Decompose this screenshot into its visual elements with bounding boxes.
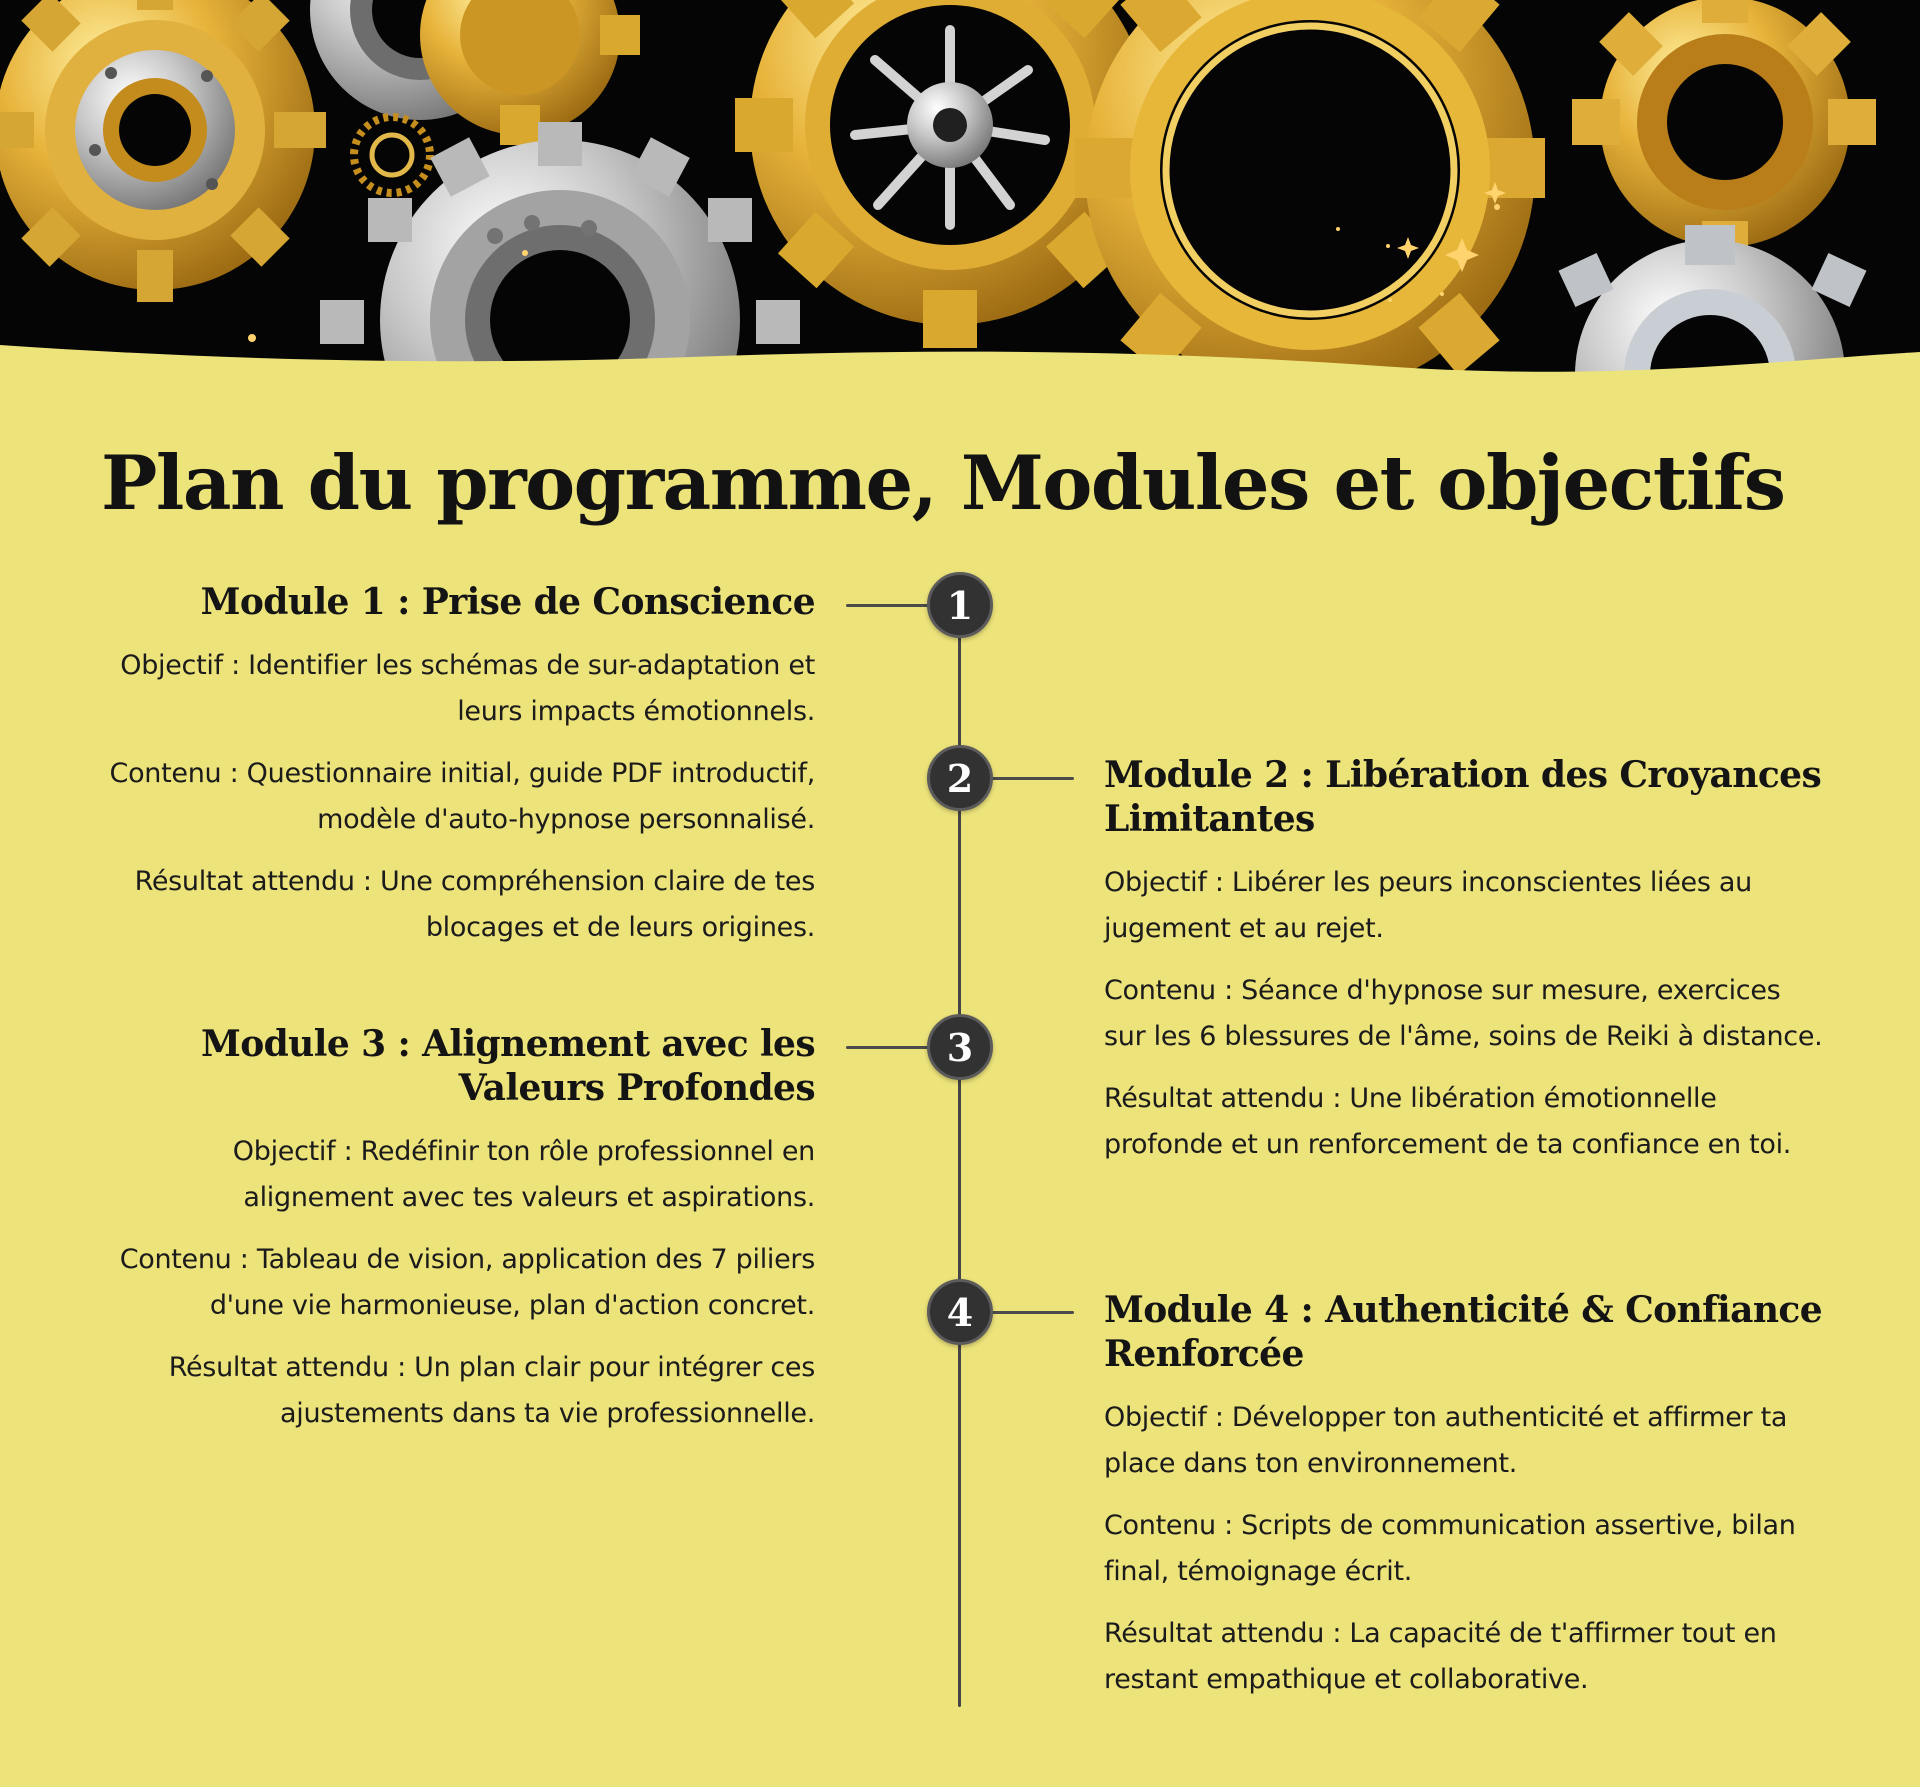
- connector-1: [846, 604, 930, 607]
- connector-4: [990, 1311, 1074, 1314]
- module-2-title: Module 2 : Libération des Croyances Limitantes: [1104, 754, 1822, 840]
- module-4-resultat: Résultat attendu : La capacité de t'affirmer tout en restant empathique et collaborative.: [1104, 1618, 1777, 1695]
- module-1-objectif: Objectif : Identifier les schémas de sur-adaptation et leurs impacts émotionnels.: [120, 650, 815, 727]
- connector-3: [846, 1046, 930, 1049]
- module-4-contenu: Contenu : Scripts de communication assertive, bilan final, témoignage écrit.: [1104, 1510, 1796, 1587]
- module-4-title: Module 4 : Authenticité & Confiance Renforcée: [1104, 1289, 1823, 1375]
- module-2-objectif: Objectif : Libérer les peurs inconscientes liées au jugement et au rejet.: [1104, 867, 1752, 944]
- module-3-objectif: Objectif : Redéfinir ton rôle professionnel en alignement avec tes valeurs et aspirations.: [232, 1136, 815, 1213]
- module-4-card: [1104, 1288, 1824, 1719]
- module-3-title: Module 3 : Alignement avec les Valeurs Profondes: [200, 1023, 815, 1109]
- page-title: Plan du programme, Modules et objectifs: [101, 439, 1785, 527]
- module-1-title: Module 1 : Prise de Conscience: [200, 581, 815, 623]
- module-2-card: [1104, 753, 1824, 1184]
- timeline-node-1: 1: [927, 572, 993, 638]
- module-1-card: [100, 580, 815, 967]
- module-2-resultat: Résultat attendu : Une libération émotionnelle profonde et un renforcement de ta confiance en toi.: [1104, 1083, 1792, 1160]
- module-4-objectif: Objectif : Développer ton authenticité et affirmer ta place dans ton environnement.: [1104, 1402, 1788, 1479]
- module-1-resultat: Résultat attendu : Une compréhension claire de tes blocages et de leurs origines.: [134, 866, 815, 943]
- timeline-node-3: 3: [927, 1014, 993, 1080]
- module-2-contenu: Contenu : Séance d'hypnose sur mesure, exercices sur les 6 blessures de l'âme, soins de Reiki à distance.: [1104, 975, 1823, 1052]
- timeline-node-2: 2: [927, 745, 993, 811]
- module-3-card: [100, 1022, 815, 1453]
- timeline-node-4: 4: [927, 1279, 993, 1345]
- connector-2: [990, 777, 1074, 780]
- module-3-resultat: Résultat attendu : Un plan clair pour intégrer ces ajustements dans ta vie professionnelle.: [168, 1352, 815, 1429]
- module-3-contenu: Contenu : Tableau de vision, application des 7 piliers d'une vie harmonieuse, plan d'action concret.: [119, 1244, 815, 1321]
- module-1-contenu: Contenu : Questionnaire initial, guide PDF introductif, modèle d'auto-hypnose personnalisé.: [109, 758, 815, 835]
